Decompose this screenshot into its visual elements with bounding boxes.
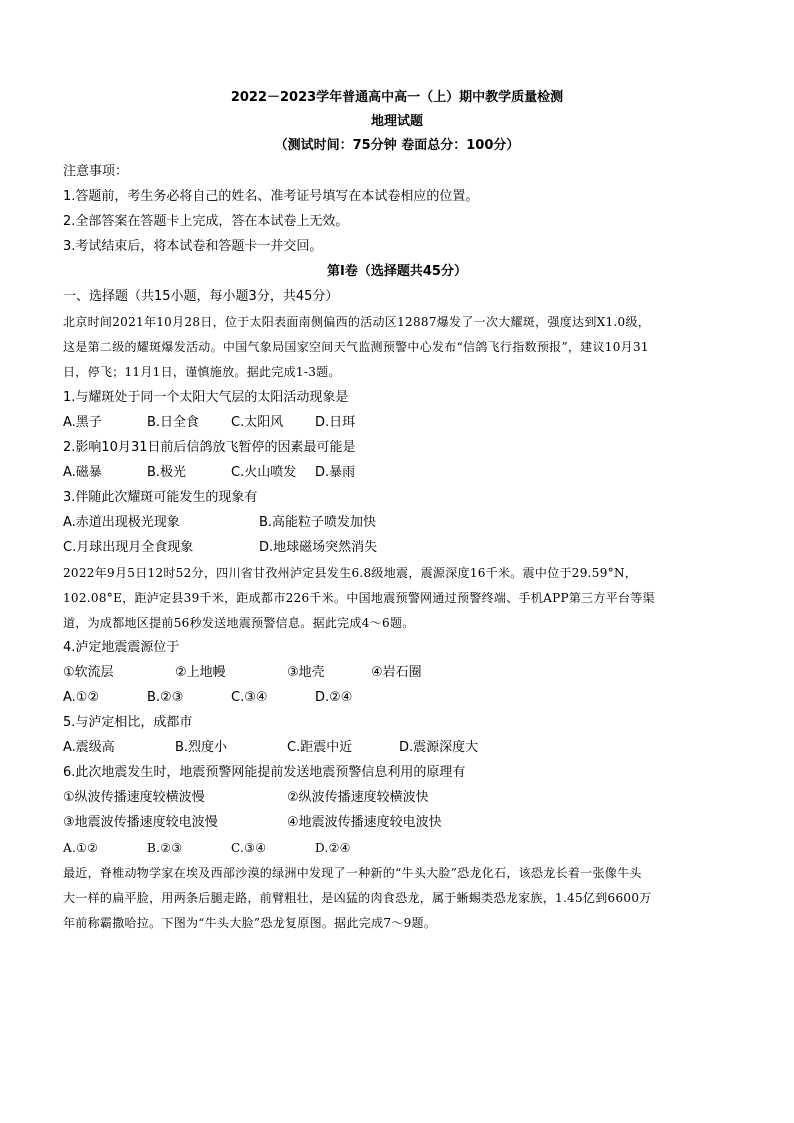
question-stem: 5.与泸定相比，成都市: [63, 715, 193, 730]
passage-line: 最近，脊椎动物学家在埃及西部沙漠的绿洲中发现了一种新的“牛头大脸”恐龙化石，该恐龙长着一张像牛头: [63, 866, 642, 880]
part-heading: 一、选择题（共15小题，每小题3分，共45分）: [63, 289, 339, 304]
statement-item: ①纵波传播速度较横波慢: [63, 790, 205, 805]
option: C.③④: [231, 690, 268, 705]
option: B.日全食: [147, 415, 200, 430]
statement-item: ③地震波传播速度较电波慢: [63, 815, 218, 830]
option: B.②③: [147, 690, 184, 705]
passage-line: 年前称霸撒哈拉。下图为“牛头大脸”恐龙复原图。据此完成7～9题。: [63, 916, 437, 930]
question-options: [63, 538, 735, 558]
statement-item: ④岩石圈: [371, 665, 422, 680]
option: B.②③: [147, 841, 183, 855]
question-options: [63, 463, 735, 483]
option: A.①②: [63, 690, 100, 705]
section-title: 第Ⅰ卷（选择题共45分）: [327, 264, 467, 279]
question-options: [63, 688, 735, 708]
option: D.②④: [315, 690, 353, 705]
option: A.黑子: [63, 415, 102, 430]
option: A.赤道出现极光现象: [63, 515, 180, 530]
question-stem: 6.此次地震发生时，地震预警网能提前发送地震预警信息利用的原理有: [63, 765, 466, 780]
question-options: [63, 413, 735, 433]
question-stem: 2.影响10月31日前后信鸽放飞暂停的因素最可能是: [63, 440, 356, 455]
option: B.烈度小: [175, 740, 228, 755]
exam-title: 2022－2023学年普通高中高一（上）期中教学质量检测: [230, 90, 564, 105]
statement-item: ④地震波传播速度较电波快: [287, 815, 442, 830]
option: A.震级高: [63, 740, 115, 755]
exam-info: （测试时间：75分钟 卷面总分：100分）: [274, 138, 520, 153]
statement-item: ②纵波传播速度较横波快: [287, 790, 429, 805]
question-stem: 1.与耀斑处于同一个太阳大气层的太阳活动现象是: [63, 390, 349, 405]
statement-item: ①软流层: [63, 665, 114, 680]
option: B.极光: [147, 465, 187, 480]
option: C.③④: [231, 841, 267, 855]
option: D.地球磁场突然消失: [259, 540, 378, 555]
option: A.①②: [63, 841, 99, 855]
passage-line: 日，停飞；11月1日，谨慎施放。据此完成1-3题。: [63, 365, 341, 379]
notice-item: 3.考试结束后，将本试卷和答题卡一并交回。: [63, 239, 323, 254]
option: B.高能粒子喷发加快: [259, 515, 377, 530]
question-items: [63, 788, 735, 808]
question-items: [63, 663, 735, 683]
passage-line: 这是第二级的耀斑爆发活动。中国气象局国家空间天气监测预警中心发布“信鸽飞行指数预报”，建议10月31: [63, 340, 649, 354]
option: C.太阳风: [231, 415, 284, 430]
option: D.②④: [315, 841, 351, 855]
question-stem: 4.泸定地震震源位于: [63, 640, 180, 655]
statement-item: ③地壳: [287, 665, 325, 680]
option: D.震源深度大: [399, 740, 479, 755]
exam-subject: 地理试题: [370, 114, 423, 129]
option: D.暴雨: [315, 465, 356, 480]
option: C.月球出现月全食现象: [63, 540, 194, 555]
notice-heading: 注意事项：: [63, 164, 129, 179]
passage-line: 北京时间2021年10月28日，位于太阳表面南侧偏西的活动区12887爆发了一次大耀斑，强度达到X1.0级，: [63, 315, 651, 329]
passage-line: 大一样的扁平脸，用两条后腿走路，前臂粗壮，是凶猛的肉食恐龙，属于蜥蜴类恐龙家族，1.45亿到6600万: [63, 891, 652, 905]
option: C.火山喷发: [231, 465, 297, 480]
question-options: [63, 738, 735, 758]
passage-line: 102.08°E，距泸定县39千米，距成都市226千米。中国地震预警网通过预警终端、手机APP第三方平台等渠: [63, 591, 655, 605]
notice-item: 1.答题前，考生务必将自己的姓名、准考证号填写在本试卷相应的位置。: [63, 189, 479, 204]
option: C.距震中近: [287, 740, 353, 755]
passage-line: 道，为成都地区提前56秒发送地震预警信息。据此完成4～6题。: [63, 616, 415, 630]
question-stem: 3.伴随此次耀斑可能发生的现象有: [63, 490, 258, 505]
option: D.日珥: [315, 415, 356, 430]
option: A.磁暴: [63, 465, 102, 480]
question-options: [63, 838, 735, 858]
notice-item: 2.全部答案在答题卡上完成，答在本试卷上无效。: [63, 214, 349, 229]
passage-line: 2022年9月5日12时52分，四川省甘孜州泸定县发生6.8级地震，震源深度16千米。震中位于29.59°N，: [63, 566, 638, 580]
statement-item: ②上地幔: [175, 665, 226, 680]
question-options: [63, 513, 735, 533]
question-items: [63, 813, 735, 833]
